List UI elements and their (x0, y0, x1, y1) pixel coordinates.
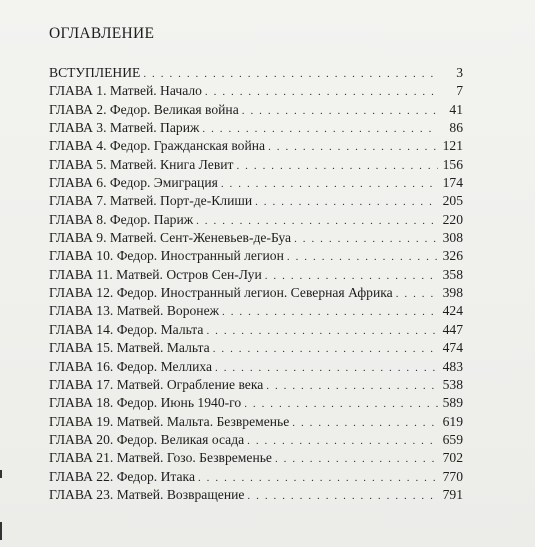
toc-entry-page-number: 619 (442, 413, 463, 429)
dot-leader (196, 212, 438, 230)
toc-entry (49, 174, 463, 192)
dot-leader (143, 65, 438, 83)
toc-entry (49, 321, 463, 339)
toc-entry-label: ГЛАВА 9. Матвей. Сент-Женевьев-де-Буа (49, 230, 292, 246)
toc-entry-label: ГЛАВА 23. Матвей. Возвращение (49, 486, 245, 502)
dot-leader (396, 285, 438, 303)
toc-entry (49, 413, 463, 431)
toc-entry-page-number: 702 (442, 450, 463, 466)
dot-leader (292, 414, 438, 432)
dot-leader (255, 193, 438, 211)
toc-entry (49, 431, 463, 449)
dot-leader (244, 395, 438, 413)
toc-entry-label: ГЛАВА 4. Федор. Гражданская война (49, 138, 266, 154)
toc-entry-label: ГЛАВА 10. Федор. Иностранный легион (49, 248, 284, 264)
toc-entry-page-number: 121 (442, 138, 463, 154)
toc-entry-label: ГЛАВА 22. Федор. Итака (49, 468, 195, 484)
toc-entry-label: ГЛАВА 7. Матвей. Порт-де-Клиши (49, 193, 253, 209)
toc-entry (49, 64, 463, 82)
toc-entry (49, 229, 463, 247)
toc-entry-label: ГЛАВА 15. Матвей. Мальта (49, 340, 210, 356)
dot-leader (275, 450, 438, 468)
toc-entry-page-number: 358 (442, 266, 463, 282)
toc-entry (49, 192, 463, 210)
toc-entry-label: ГЛАВА 14. Федор. Мальта (49, 321, 204, 337)
dot-leader (215, 359, 438, 377)
toc-entry-label: ГЛАВА 21. Матвей. Гозо. Безвременье (49, 450, 272, 466)
toc-entry (49, 247, 463, 265)
dot-leader (268, 138, 438, 156)
toc-entry-label: ВСТУПЛЕНИЕ (49, 65, 141, 80)
dot-leader (266, 377, 438, 395)
toc-entry-page-number: 474 (442, 340, 463, 356)
toc-entry-page-number: 326 (442, 248, 463, 264)
toc-entry-label: ГЛАВА 2. Федор. Великая война (49, 101, 239, 117)
toc-entry (49, 449, 463, 467)
dot-leader (222, 303, 438, 321)
toc-entry-label: ГЛАВА 5. Матвей. Книга Левит (49, 156, 234, 172)
dot-leader (242, 102, 438, 120)
toc-entry-label: ГЛАВА 6. Федор. Эмиграция (49, 175, 218, 191)
toc-entry-page-number: 205 (442, 193, 463, 209)
toc-entry-label: ГЛАВА 8. Федор. Париж (49, 211, 194, 227)
toc-entry-label: ГЛАВА 13. Матвей. Воронеж (49, 303, 220, 319)
dot-leader (236, 157, 438, 175)
toc-entry-label: ГЛАВА 3. Матвей. Париж (49, 120, 200, 136)
page-edge-mark (0, 470, 2, 478)
toc-entry (49, 486, 463, 504)
toc-entry (49, 394, 463, 412)
toc-entry-label: ГЛАВА 18. Федор. Июнь 1940-го (49, 395, 242, 411)
toc-entry-page-number: 538 (442, 376, 463, 392)
toc-entry (49, 137, 463, 155)
dot-leader (206, 322, 438, 340)
toc-entry-label: ГЛАВА 20. Федор. Великая осада (49, 431, 245, 447)
toc-entry-page-number: 156 (442, 156, 463, 172)
page-edge-mark (0, 522, 2, 540)
toc-entry-page-number: 447 (442, 321, 463, 337)
toc-entry (49, 211, 463, 229)
toc-entry-label: ГЛАВА 17. Матвей. Ограбление века (49, 376, 264, 392)
toc-entry-label: ГЛАВА 16. Федор. Меллиха (49, 358, 213, 374)
toc-entry (49, 82, 463, 100)
toc-entry-label: ГЛАВА 12. Федор. Иностранный легион. Северная Африка (49, 285, 393, 301)
toc-entry (49, 339, 463, 357)
toc-entry-page-number: 3 (456, 65, 463, 80)
dot-leader (202, 120, 438, 138)
toc-entry-page-number: 791 (442, 486, 463, 502)
toc-entry-page-number: 174 (442, 175, 463, 191)
toc-entry-label: ГЛАВА 11. Матвей. Остров Сен-Луи (49, 266, 262, 282)
toc-entry-page-number: 308 (442, 230, 463, 246)
toc-entry (49, 302, 463, 320)
dot-leader (247, 432, 438, 450)
toc-entry-page-number: 589 (442, 395, 463, 411)
toc-entry-page-number: 41 (449, 101, 463, 117)
toc-entry-page-number: 659 (442, 431, 463, 447)
toc-entry (49, 358, 463, 376)
dot-leader (221, 175, 438, 193)
toc-entry-page-number: 483 (442, 358, 463, 374)
toc-entry-page-number: 770 (442, 468, 463, 484)
toc-entry (49, 119, 463, 137)
dot-leader (205, 83, 438, 101)
page-title: ОГЛАВЛЕНИЕ (49, 25, 155, 42)
toc-entry-page-number: 86 (449, 120, 463, 136)
dot-leader (294, 230, 438, 248)
toc-entry-label: ГЛАВА 1. Матвей. Начало (49, 83, 202, 99)
toc-entry (49, 284, 463, 302)
toc-entry (49, 156, 463, 174)
dot-leader (265, 267, 438, 285)
toc-entry (49, 376, 463, 394)
dot-leader (198, 469, 438, 487)
toc-entry (49, 468, 463, 486)
dot-leader (287, 248, 438, 266)
toc-entry-page-number: 7 (456, 83, 463, 99)
toc-entry-label: ГЛАВА 19. Матвей. Мальта. Безвременье (49, 413, 290, 429)
toc-entry (49, 101, 463, 119)
table-of-contents (49, 64, 463, 504)
toc-entry (49, 266, 463, 284)
toc-entry-page-number: 220 (442, 211, 463, 227)
dot-leader (213, 340, 438, 358)
dot-leader (247, 487, 438, 505)
toc-entry-page-number: 424 (442, 303, 463, 319)
toc-entry-page-number: 398 (442, 285, 463, 301)
